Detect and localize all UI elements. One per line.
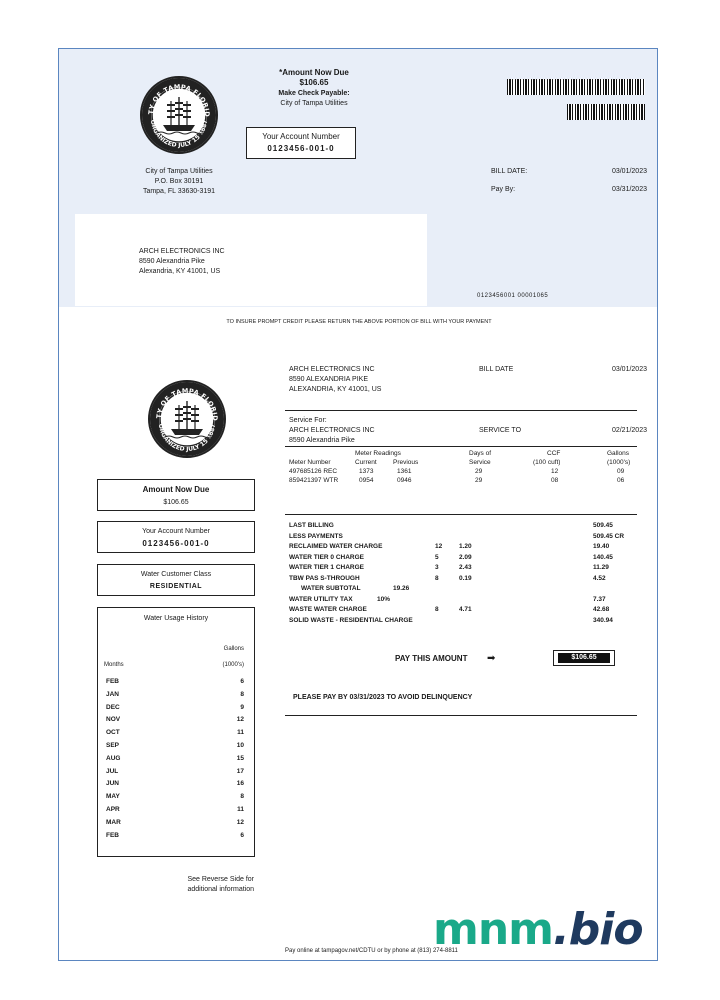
meter-current: 0954 [359, 477, 374, 484]
history-month: FEB [106, 831, 119, 839]
pay-this-amount-box [553, 650, 615, 666]
recipient-city: Alexandria, KY 41001, US [139, 268, 221, 275]
history-gallons: 15 [236, 754, 244, 762]
history-month: MAR [106, 818, 121, 826]
meter-days: 29 [475, 477, 483, 484]
detail-bill-date-label: BILL DATE [479, 366, 514, 373]
history-gallons: 9 [240, 703, 244, 711]
charge-rate: 0.19 [459, 574, 472, 582]
charge-label: SOLID WASTE - RESIDENTIAL CHARGE [289, 616, 413, 624]
charge-label: TBW PAS S-THROUGH [289, 574, 360, 582]
charge-label: RECLAIMED WATER CHARGE [289, 543, 383, 550]
charge-rate: 2.09 [459, 553, 472, 561]
service-for-label: Service For: [289, 417, 327, 424]
service-to-value: 02/21/2023 [611, 427, 647, 434]
barcode-bottom [567, 104, 645, 120]
history-row [106, 727, 246, 738]
charge-row [285, 553, 645, 562]
history-gallons: 16 [236, 780, 244, 788]
svg-text:ORGANIZED JULY 15 1887: ORGANIZED JULY 15 1887 [156, 423, 218, 454]
history-month: AUG [106, 754, 121, 762]
meter-previous: 0946 [397, 477, 412, 484]
city-seal-logo [139, 75, 219, 155]
history-row [106, 791, 246, 802]
days-of-header: Days of [469, 450, 492, 457]
divider-3 [285, 514, 637, 515]
history-col-gallons-1: Gallons [223, 646, 244, 652]
charge-row [285, 521, 645, 530]
make-check-label: Make Check Payable: [278, 90, 350, 97]
meter-number: 497685126 REC [289, 468, 338, 475]
ccf-header: CCF [547, 450, 561, 457]
history-row [106, 714, 246, 725]
account-number: 0123456-001-0 [142, 539, 210, 548]
amount-due-label: Amount Now Due [142, 485, 210, 494]
meter-ccf: 12 [551, 468, 559, 475]
charge-amount: 340.94 [593, 616, 613, 624]
charge-row [285, 605, 645, 614]
reverse-note-2: additional information [187, 886, 254, 893]
charges-table [285, 521, 645, 624]
history-gallons: 11 [237, 806, 244, 813]
history-month: JAN [106, 690, 120, 698]
charge-amount: 7.37 [593, 595, 606, 603]
recipient-name: ARCH ELECTRONICS INC [139, 248, 225, 255]
charge-row [285, 595, 645, 604]
detail-bill-date-value: 03/01/2023 [611, 366, 647, 373]
history-row [106, 740, 246, 751]
svg-text:CITY OF TAMPA FLORIDA: TY OF TAMPA FLORID [154, 386, 220, 422]
return-notice: TO INSURE PROMPT CREDIT PLEASE RETURN THE ABOVE PORTION OF BILL WITH YOUR PAYMENT [226, 319, 492, 325]
charge-label: WATER TIER 1 CHARGE [289, 564, 364, 571]
meter-current: 1373 [359, 468, 374, 475]
service-header: Service [469, 459, 491, 466]
charge-qty: 19.26 [393, 585, 410, 592]
charge-row [285, 584, 645, 593]
pay-this-amount-value: $106.65 [558, 653, 610, 663]
history-gallons: 12 [236, 716, 244, 724]
charge-rate: 2.43 [459, 564, 472, 571]
history-gallons: 11 [237, 729, 244, 737]
meter-days: 29 [475, 468, 483, 475]
detail-street: 8590 ALEXANDRIA PIKE [289, 376, 368, 383]
charge-label: WASTE WATER CHARGE [289, 606, 367, 613]
divider-4 [285, 715, 637, 716]
history-gallons: 12 [236, 818, 244, 826]
meter-ccf: 08 [551, 477, 559, 484]
previous-header: Previous [393, 459, 419, 466]
stub-bill-date-value: 03/01/2023 [611, 168, 647, 175]
history-month: SEP [106, 742, 120, 749]
charge-row [285, 542, 645, 551]
charge-qty: 10% [377, 595, 391, 603]
history-month: APR [106, 806, 120, 813]
account-number-box [97, 521, 255, 553]
ccf-unit-header: (100 cuft) [533, 459, 561, 466]
charge-rate: 4.71 [459, 606, 472, 613]
stub-bill-date-label: BILL DATE: [491, 168, 528, 175]
utility-bill-page [58, 48, 658, 961]
meter-gallons: 09 [617, 468, 625, 475]
charge-label: WATER TIER 0 CHARGE [289, 553, 364, 561]
seal-top-text: TY OF TAMPA FLORID [146, 82, 212, 118]
history-gallons: 8 [240, 793, 244, 801]
stub-account-box [246, 127, 356, 159]
sender-city: Tampa, FL 33630-3191 [142, 188, 216, 195]
history-gallons: 6 [240, 831, 244, 839]
history-row [106, 817, 246, 828]
meter-gallons: 06 [617, 477, 625, 484]
charge-label: WATER UTILITY TAX [289, 595, 353, 603]
stub-account-number: 0123456-001-0 [267, 144, 335, 153]
charge-qty: 8 [435, 606, 439, 613]
history-row [106, 830, 246, 841]
meter-row [285, 476, 645, 485]
charge-label: WATER SUBTOTAL [301, 585, 361, 592]
pay-this-amount-label: PAY THIS AMOUNT [395, 654, 468, 663]
barcode-top [507, 79, 645, 95]
history-gallons: 8 [240, 690, 244, 698]
history-row [106, 778, 246, 789]
meter-number-header: Meter Number [289, 459, 331, 466]
sender-po-box: P.O. Box 30191 [154, 178, 204, 185]
history-month: JUN [106, 780, 120, 788]
amount-due-box [97, 479, 255, 511]
watermark-text-green: mnm [433, 904, 554, 955]
gallons-header: Gallons [607, 450, 630, 457]
divider-1 [285, 410, 637, 411]
watermark-text-dark: .bio [553, 904, 643, 955]
seal-bottom-text: ORGANIZED JULY 15 1887 [148, 119, 210, 150]
make-check-value: City of Tampa Utilities [280, 100, 348, 107]
detail-name: ARCH ELECTRONICS INC [289, 366, 375, 373]
customer-class-box [97, 564, 255, 596]
history-month: JUL [106, 767, 119, 775]
charge-qty: 12 [435, 543, 443, 550]
charge-amount: 42.68 [593, 606, 610, 613]
charge-label: LAST BILLING [289, 522, 334, 529]
charge-amount: 11.29 [593, 564, 609, 571]
charge-amount: 4.52 [593, 574, 606, 582]
stub-pay-by-value: 03/31/2023 [611, 186, 647, 193]
service-to-label: SERVICE TO [479, 427, 522, 434]
recipient-street: 8590 Alexandria Pike [139, 258, 205, 265]
charge-amount: 509.45 CR [593, 532, 625, 540]
reverse-note-1: See Reverse Side for [187, 876, 254, 883]
history-row [106, 676, 246, 687]
charge-amount: 509.45 [593, 522, 613, 529]
city-seal-logo-lower [147, 379, 227, 459]
pay-online-note: Pay online at tampagov.net/CDTU or by phone at (813) 274-8811 [285, 948, 458, 954]
charge-rate: 1.20 [459, 543, 472, 550]
stub-pay-by-label: Pay By: [491, 186, 516, 193]
history-gallons: 6 [240, 678, 244, 685]
charge-amount: 140.45 [593, 553, 613, 561]
charge-qty: 8 [435, 574, 439, 582]
arrow-right-icon: ➡ [487, 653, 496, 664]
history-gallons: 10 [236, 742, 244, 749]
history-month: FEB [106, 678, 119, 685]
account-label: Your Account Number [142, 528, 210, 535]
history-month: NOV [106, 716, 121, 724]
history-month: DEC [106, 703, 120, 711]
charge-row [285, 616, 645, 625]
water-usage-history-box [97, 607, 255, 857]
history-title: Water Usage History [143, 615, 209, 622]
stub-amount-due-label: *Amount Now Due [279, 68, 349, 77]
meter-readings-header: Meter Readings [355, 450, 401, 457]
charge-qty: 5 [435, 553, 439, 561]
customer-class-value: RESIDENTIAL [149, 583, 203, 590]
meter-number: 859421397 WTR [289, 477, 339, 484]
history-row [106, 753, 246, 764]
stub-amount-due-value: $106.65 [299, 78, 329, 87]
charge-qty: 3 [435, 564, 439, 571]
meter-previous: 1361 [397, 468, 412, 475]
watermark-logo [433, 905, 643, 955]
charge-label: LESS PAYMENTS [289, 532, 343, 540]
history-row [106, 689, 246, 700]
delinquency-note: PLEASE PAY BY 03/31/2023 TO AVOID DELINQUENCY [293, 694, 473, 701]
current-header: Current [355, 459, 377, 466]
charge-row [285, 563, 645, 572]
divider-2 [285, 446, 637, 447]
customer-class-label: Water Customer Class [140, 571, 212, 578]
stub-account-label: Your Account Number [262, 132, 340, 141]
scan-line: 0123456001 00001065 [477, 293, 549, 299]
amount-due-value: $106.65 [163, 499, 189, 506]
history-month: OCT [106, 729, 120, 737]
service-name: ARCH ELECTRONICS INC [289, 427, 375, 434]
history-row [106, 766, 246, 777]
sender-name: City of Tampa Utilities [145, 168, 213, 175]
gallons-unit-header: (1000's) [607, 459, 631, 466]
history-row [106, 804, 246, 815]
detail-city: ALEXANDRIA, KY 41001, US [289, 386, 382, 393]
history-row [106, 702, 246, 713]
meter-table [285, 449, 645, 499]
charge-row [285, 532, 645, 541]
history-col-gallons-2: (1000's) [222, 662, 244, 668]
charge-row [285, 574, 645, 583]
charge-amount: 19.40 [593, 543, 610, 550]
service-street: 8590 Alexandria Pike [289, 437, 355, 444]
meter-row [285, 467, 645, 476]
history-month: MAY [106, 793, 120, 801]
history-gallons: 17 [236, 767, 244, 775]
history-col-month: Months [104, 662, 124, 668]
recipient-address-box [75, 214, 427, 306]
